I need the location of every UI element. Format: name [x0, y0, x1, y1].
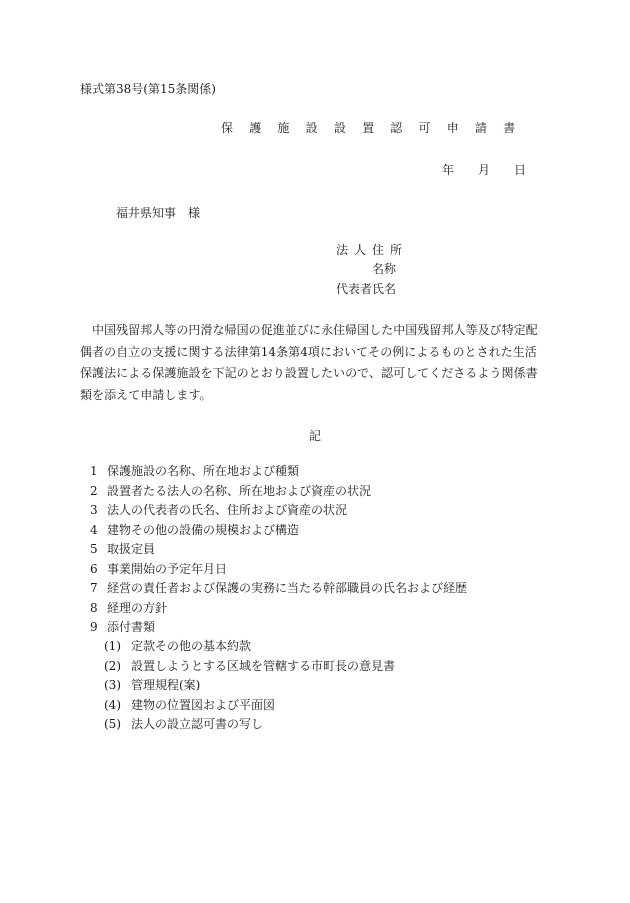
- list-item: [90, 560, 467, 580]
- list-item: [90, 599, 467, 619]
- item-text: 保護施設の名称、所在地および種類: [107, 464, 300, 478]
- addressee-name: 福井県知事: [116, 206, 177, 220]
- list-item: [90, 482, 467, 502]
- attachment-item: [104, 696, 395, 716]
- item-number: 2: [90, 483, 98, 498]
- attachment-text: 法人の設立認可書の写し: [131, 717, 264, 731]
- attachment-item: [104, 676, 395, 696]
- date-line: [442, 163, 526, 177]
- item-text: 経理の方針: [107, 600, 168, 615]
- item-number: 8: [90, 600, 98, 615]
- item-text: 経営の責任者および保護の実務に当たる幹部職員の氏名および経歴: [107, 581, 468, 595]
- attachment-number: (5): [104, 717, 121, 731]
- attachment-item: [104, 715, 395, 735]
- applicant-name-label: 名称: [372, 262, 397, 276]
- list-item: [90, 540, 467, 560]
- body-text: 中国残留邦人等の円滑な帰国の促進並びに永住帰国した中国残留邦人等及び特定配偶者の自立の支援に関する法律第14条第4項においてその例によるものとされた生活保護法による保護施設を下記のとおり設置したいので、認可してくださるよう関係書類を添えて申請します。: [80, 323, 538, 402]
- item-text: 設置者たる法人の名称、所在地および資産の状況: [107, 483, 372, 498]
- item-number: 4: [90, 522, 98, 537]
- item-number: 7: [90, 581, 98, 595]
- item-text: 法人の代表者の氏名、住所および資産の状況: [107, 503, 348, 517]
- item-number: 6: [90, 561, 98, 576]
- item-number: 1: [90, 464, 98, 478]
- item-list: [90, 462, 467, 638]
- attachment-item: [104, 637, 395, 657]
- applicant-representative-label: 代表者氏名: [336, 282, 397, 296]
- item-number: 5: [90, 542, 98, 556]
- ki-heading: 記: [309, 429, 322, 443]
- attachment-text: 建物の位置図および平面図: [131, 697, 276, 712]
- item-text: 建物その他の設備の規模および構造: [107, 522, 300, 537]
- item-number: 3: [90, 503, 98, 517]
- addressee-honorific: 様: [188, 206, 201, 220]
- date-day-label: 日: [514, 163, 527, 177]
- item-number: 9: [90, 620, 98, 634]
- addressee: [116, 206, 200, 220]
- attachment-item: [104, 657, 395, 677]
- attachment-number: (3): [104, 678, 121, 692]
- applicant-address-label: 法人住所: [336, 243, 409, 257]
- item-text: 事業開始の予定年月日: [107, 561, 228, 576]
- attachment-text: 定款その他の基本約款: [131, 639, 252, 653]
- attachment-number: (2): [104, 658, 121, 673]
- list-item: [90, 618, 467, 638]
- attachment-text: 管理規程(案): [131, 678, 201, 692]
- list-item: [90, 579, 467, 599]
- attachment-number: (1): [104, 639, 121, 653]
- attachment-list: [104, 637, 395, 735]
- document-title: 保 護 施 設 設 置 認 可 申 請 書: [221, 121, 522, 135]
- list-item: [90, 462, 467, 482]
- date-month-label: 月: [478, 163, 491, 177]
- list-item: [90, 521, 467, 541]
- attachment-number: (4): [104, 697, 121, 712]
- list-item: [90, 501, 467, 521]
- item-text: 取扱定員: [107, 542, 156, 556]
- attachment-text: 設置しようとする区域を管轄する市町長の意見書: [131, 658, 396, 673]
- date-year-label: 年: [442, 163, 455, 177]
- form-number: 様式第38号(第15条関係): [80, 82, 216, 96]
- item-text: 添付書類: [107, 620, 156, 634]
